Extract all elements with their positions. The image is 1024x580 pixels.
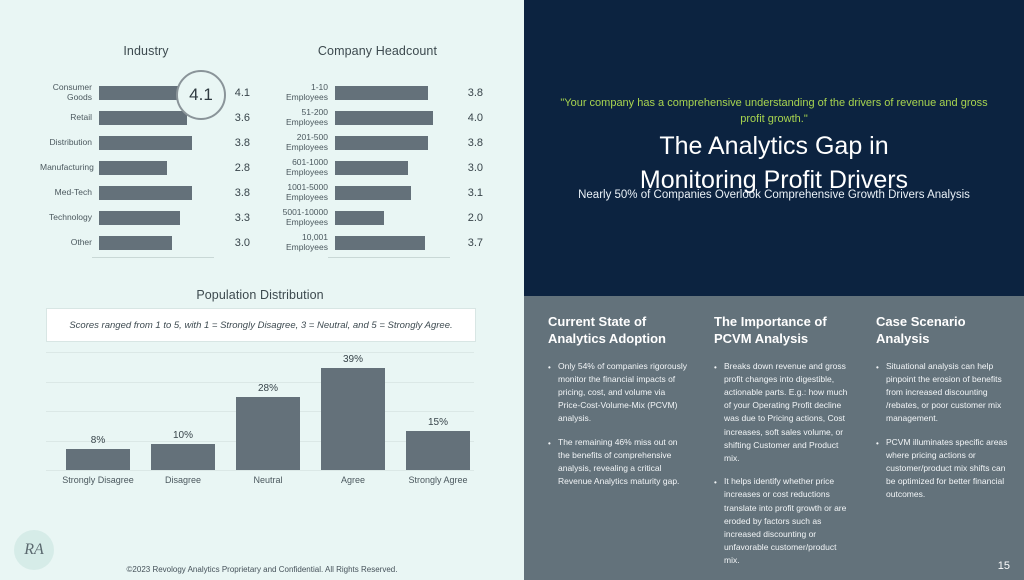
bar-column xyxy=(151,429,215,485)
bar-value-label: 3.8 xyxy=(467,136,483,149)
bullet-dot-icon: • xyxy=(714,478,717,488)
bar-fill xyxy=(99,111,187,125)
page-number: 15 xyxy=(997,560,1010,572)
bar-category-label: Strongly Agree xyxy=(408,475,468,485)
bar-value-label: 3.8 xyxy=(234,136,250,149)
insights-panel xyxy=(524,296,1024,580)
bar-fill xyxy=(335,86,428,100)
bar-row xyxy=(40,180,250,205)
insight-bullet-text: Breaks down revenue and gross profit changes into digestible, actionable parts. E.g.: how much of your Operating Profit decline was due to Pricing actions, Cost increases, soft sales volume, or shifting Customer and Product mix. xyxy=(724,360,848,463)
bar-track xyxy=(99,236,229,250)
bar-value-label: 3.1 xyxy=(467,186,483,199)
bar-row xyxy=(40,230,250,255)
bar-value-label: 28% xyxy=(257,382,278,394)
title-panel xyxy=(524,0,1024,296)
insight-bullet xyxy=(548,360,688,426)
insight-bullet xyxy=(714,475,854,567)
bar-category-label: Retail xyxy=(70,111,92,122)
bullet-dot-icon: • xyxy=(876,438,879,448)
insight-bullet xyxy=(714,360,854,465)
bar-track xyxy=(335,161,462,175)
bar-category-label: 1-10 Employees xyxy=(285,81,328,102)
insight-column-title: Case Scenario Analysis xyxy=(876,314,966,346)
chart-gridline xyxy=(46,352,474,353)
bar-category-label: 10,001 Employees xyxy=(285,231,328,252)
bar-fill xyxy=(151,444,215,470)
bar-row xyxy=(268,80,483,105)
slide-subheadline: Nearly 50% of Companies Overlook Comprehensive Growth Drivers Analysis xyxy=(578,189,970,201)
bar-track xyxy=(335,236,462,250)
bar-fill xyxy=(99,236,172,250)
bar-track xyxy=(335,211,462,225)
insight-bullet-text: Situational analysis can help pinpoint the erosion of benefits from increased discounting /rebates, or poor customer mix management. xyxy=(886,360,1002,424)
insight-column-title: Current State of Analytics Adoption xyxy=(548,314,666,346)
bar-category-label: 51-200 Employees xyxy=(285,106,328,127)
headcount-chart-title: Company Headcount xyxy=(317,44,438,58)
bar-row xyxy=(268,230,483,255)
bar-track xyxy=(99,136,229,150)
bar-track xyxy=(335,186,462,200)
insight-bullet xyxy=(548,436,688,489)
insight-bullet-list xyxy=(714,360,854,568)
bar-value-label: 10% xyxy=(172,429,193,441)
bullet-dot-icon: • xyxy=(714,362,717,372)
bar-value-label: 3.8 xyxy=(467,86,483,99)
bar-fill xyxy=(99,211,180,225)
bar-fill xyxy=(236,397,300,470)
insight-bullet-text: Only 54% of companies rigorously monitor the financial impacts of pricing, cost, and volume via Price-Cost-Volume-Mix (PCVM) analysis. xyxy=(558,360,687,424)
bar-value-label: 3.8 xyxy=(234,186,250,199)
bar-category-label: Strongly Disagree xyxy=(62,475,134,485)
bar-value-label: 3.0 xyxy=(234,236,250,249)
population-distribution-chart xyxy=(46,352,474,502)
bar-fill xyxy=(335,136,428,150)
bar-value-label: 15% xyxy=(427,416,448,428)
bar-category-label: 201-500 Employees xyxy=(285,131,328,152)
bar-fill xyxy=(406,431,470,470)
insight-bullet-text: The remaining 46% miss out on the benefits of comprehensive analysis, revealing a critical Revenue Analytics maturity gap. xyxy=(558,436,680,487)
insight-bullet xyxy=(876,360,1016,426)
bar-column xyxy=(62,435,134,485)
bar-track xyxy=(99,161,229,175)
bar-row xyxy=(40,130,250,155)
insight-bullet-list xyxy=(876,360,1016,502)
insight-bullet-text: It helps identify whether price increases or cost reductions translate into profit growth or are eroded by factors such as increased discounting or unfavorable customer/product mix. xyxy=(724,476,847,566)
population-chart-title: Population Distribution xyxy=(196,288,324,302)
bar-value-label: 8% xyxy=(90,435,106,447)
bar-row xyxy=(268,180,483,205)
bar-category-label: 601-1000 Employees xyxy=(285,156,328,177)
bar-value-label: 2.0 xyxy=(467,211,483,224)
bullet-dot-icon: • xyxy=(876,362,879,372)
bar-fill xyxy=(335,211,384,225)
bar-value-label: 4.0 xyxy=(467,111,483,124)
bar-fill xyxy=(99,161,167,175)
revology-logo xyxy=(14,530,54,570)
bar-value-label: 3.0 xyxy=(467,161,483,174)
bullet-dot-icon: • xyxy=(548,438,551,448)
bar-column xyxy=(321,353,385,485)
bar-value-label: 39% xyxy=(342,353,363,365)
score-scale-note xyxy=(46,308,476,342)
headline-line-2: Monitoring Profit Drivers xyxy=(639,165,909,194)
bar-value-label: 3.6 xyxy=(234,111,250,124)
insight-column-case-scenario xyxy=(876,314,1016,512)
bar-value-label: 2.8 xyxy=(234,161,250,174)
chart-gridline xyxy=(46,470,474,471)
insight-bullet xyxy=(876,436,1016,502)
bar-row xyxy=(268,205,483,230)
bar-fill xyxy=(335,161,408,175)
bar-row xyxy=(268,130,483,155)
bar-row xyxy=(268,155,483,180)
bar-category-label: Disagree xyxy=(164,475,202,485)
bar-column xyxy=(236,382,300,485)
bar-track xyxy=(99,211,229,225)
industry-chart-title: Industry xyxy=(123,44,169,58)
logo-text: RA xyxy=(24,541,44,558)
insight-bullet-list xyxy=(548,360,688,489)
chart-axis-line xyxy=(328,257,450,258)
headcount-bar-chart xyxy=(268,80,483,255)
insight-bullet-text: PCVM illuminates specific areas where pricing actions or customer/product mix shifts can be optimized for better financial outcomes. xyxy=(886,436,1008,500)
copyright-text: ©2023 Revology Analytics Proprietary and Confidential. All Rights Reserved. xyxy=(126,565,398,574)
bar-category-label: 5001-10000 Employees xyxy=(282,206,328,227)
bar-track xyxy=(335,136,462,150)
bar-row xyxy=(268,105,483,130)
bar-fill xyxy=(321,368,385,470)
bar-fill xyxy=(335,236,425,250)
headline-line-1: The Analytics Gap in xyxy=(659,132,889,160)
survey-quote: "Your company has a comprehensive understanding of the drivers of revenue and gross profit growth." xyxy=(560,97,988,125)
insight-column-importance xyxy=(714,314,854,577)
bar-fill xyxy=(99,136,192,150)
bar-value-label: 3.7 xyxy=(467,236,483,249)
bar-category-label: Distribution xyxy=(49,136,92,147)
score-scale-note-text: Scores ranged from 1 to 5, with 1 = Strongly Disagree, 3 = Neutral, and 5 = Strongly Agree. xyxy=(69,319,453,331)
bar-category-label: Other xyxy=(70,236,92,247)
bar-fill xyxy=(335,111,433,125)
bar-category-label: Manufacturing xyxy=(40,161,94,172)
bar-fill xyxy=(66,449,130,470)
chart-axis-line xyxy=(92,257,214,258)
bar-category-label: Technology xyxy=(48,211,92,222)
bar-category-label: Neutral xyxy=(253,475,283,485)
slide-headline xyxy=(542,130,1006,198)
bar-track xyxy=(335,86,462,100)
bar-row xyxy=(40,205,250,230)
insight-column-current-state xyxy=(548,314,688,498)
bar-category-label: Agree xyxy=(340,475,366,485)
bar-category-label: Med-Tech xyxy=(54,186,92,197)
bullet-dot-icon: • xyxy=(548,362,551,372)
bar-track xyxy=(335,111,462,125)
bar-fill xyxy=(335,186,411,200)
bar-category-label: 1001-5000 Employees xyxy=(285,181,328,202)
bar-fill xyxy=(99,186,192,200)
bar-row xyxy=(40,155,250,180)
bar-value-label: 4.1 xyxy=(234,86,250,99)
bar-track xyxy=(99,186,229,200)
bar-column xyxy=(406,416,470,485)
insight-column-title: The Importance of PCVM Analysis xyxy=(714,314,827,346)
bar-value-label: 3.3 xyxy=(234,211,250,224)
bar-category-label: Consumer Goods xyxy=(52,81,92,102)
industry-highlight-badge: 4.1 xyxy=(176,70,226,120)
